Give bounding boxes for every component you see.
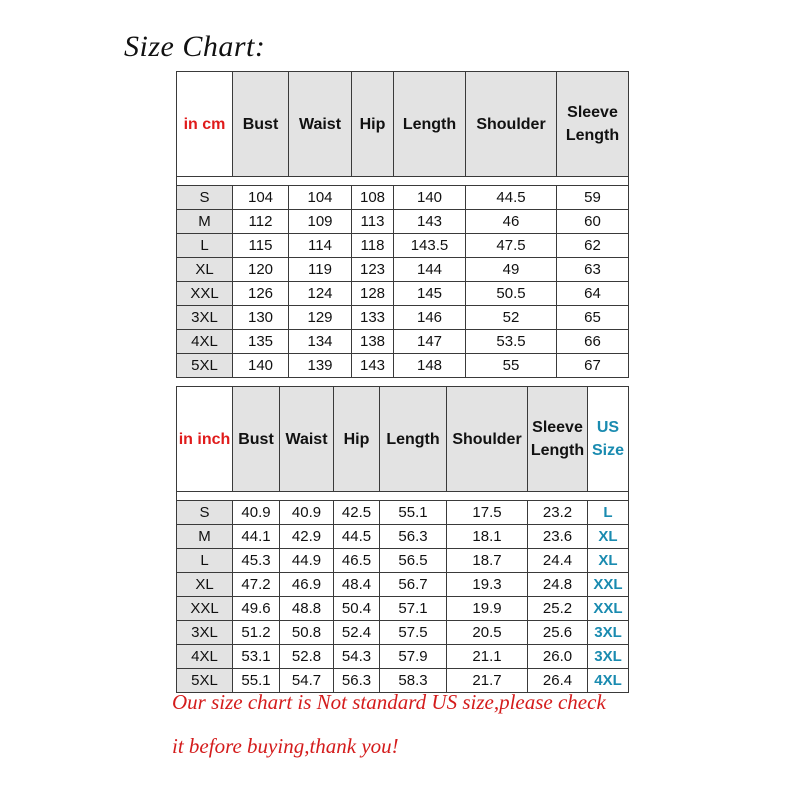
table-cell: 59	[557, 186, 629, 210]
size-label: S	[177, 501, 233, 525]
table-row	[177, 597, 629, 621]
table-cell: 25.2	[528, 597, 588, 621]
table-cell: 126	[233, 282, 289, 306]
cm-table-body	[177, 72, 629, 378]
table-cell: 104	[289, 186, 352, 210]
table-cell: 114	[289, 234, 352, 258]
table-cell: 45.3	[233, 549, 280, 573]
table-row	[177, 525, 629, 549]
table-cell: 51.2	[233, 621, 280, 645]
size-label: 3XL	[177, 621, 233, 645]
table-cell: 130	[233, 306, 289, 330]
table-cell: 143	[352, 354, 394, 378]
table-cell: 21.7	[447, 669, 528, 693]
table-cell: 124	[289, 282, 352, 306]
table-cell: 120	[233, 258, 289, 282]
table-cell: 54.3	[334, 645, 380, 669]
inch_table-header-row	[177, 387, 629, 492]
size-label: XL	[177, 258, 233, 282]
table-gap-cell	[177, 177, 629, 186]
table-cell: 64	[557, 282, 629, 306]
table-cell: 67	[557, 354, 629, 378]
table-gap	[177, 177, 629, 186]
size-label: 4XL	[177, 330, 233, 354]
table-cell: 25.6	[528, 621, 588, 645]
table-row	[177, 669, 629, 693]
table-cell: 17.5	[447, 501, 528, 525]
table-cell: 44.5	[334, 525, 380, 549]
table-cell: 48.4	[334, 573, 380, 597]
table-cell: 46.5	[334, 549, 380, 573]
table-cell: 133	[352, 306, 394, 330]
table-cell: 46.9	[280, 573, 334, 597]
table-cell: 20.5	[447, 621, 528, 645]
table-row	[177, 258, 629, 282]
table-cell: 115	[233, 234, 289, 258]
table-cell: 139	[289, 354, 352, 378]
table-cell: 56.7	[380, 573, 447, 597]
table-cell: 143	[394, 210, 466, 234]
table-cell: 53.5	[466, 330, 557, 354]
table-row	[177, 573, 629, 597]
table-cell: 104	[233, 186, 289, 210]
us-size-cell: 3XL	[588, 621, 629, 645]
table-cell: 112	[233, 210, 289, 234]
table-cell: 57.5	[380, 621, 447, 645]
table-cell: 56.3	[380, 525, 447, 549]
table-cell: 66	[557, 330, 629, 354]
table-cell: 56.5	[380, 549, 447, 573]
column-header: Sleeve Length	[528, 387, 588, 492]
table-cell: 148	[394, 354, 466, 378]
table-cell: 50.4	[334, 597, 380, 621]
table-cell: 52.8	[280, 645, 334, 669]
table-cell: 118	[352, 234, 394, 258]
inch-size-table	[176, 386, 629, 693]
table-cell: 48.8	[280, 597, 334, 621]
us-size-cell: XXL	[588, 573, 629, 597]
table-cell: 19.3	[447, 573, 528, 597]
table-cell: 57.1	[380, 597, 447, 621]
table-cell: 57.9	[380, 645, 447, 669]
table-cell: 23.6	[528, 525, 588, 549]
table-cell: 54.7	[280, 669, 334, 693]
table-cell: 24.4	[528, 549, 588, 573]
column-header: Shoulder	[447, 387, 528, 492]
table-cell: 23.2	[528, 501, 588, 525]
table-cell: 19.9	[447, 597, 528, 621]
unit-label: in inch	[177, 387, 233, 492]
column-header: Hip	[352, 72, 394, 177]
table-cell: 55.1	[380, 501, 447, 525]
inch-table-body	[177, 387, 629, 693]
table-cell: 113	[352, 210, 394, 234]
table-cell: 147	[394, 330, 466, 354]
table-row	[177, 282, 629, 306]
table-cell: 40.9	[233, 501, 280, 525]
us-size-cell: XL	[588, 549, 629, 573]
table-cell: 50.5	[466, 282, 557, 306]
table-cell: 49.6	[233, 597, 280, 621]
table-cell: 46	[466, 210, 557, 234]
size-label: M	[177, 525, 233, 549]
table-cell: 26.4	[528, 669, 588, 693]
column-header: Waist	[289, 72, 352, 177]
size-label: XXL	[177, 282, 233, 306]
us-size-cell: 3XL	[588, 645, 629, 669]
column-header: US Size	[588, 387, 629, 492]
table-gap	[177, 492, 629, 501]
table-cell: 42.5	[334, 501, 380, 525]
table-row	[177, 621, 629, 645]
column-header: Hip	[334, 387, 380, 492]
size-label: L	[177, 549, 233, 573]
table-cell: 144	[394, 258, 466, 282]
page-title: Size Chart:	[124, 30, 266, 63]
table-cell: 128	[352, 282, 394, 306]
table-cell: 134	[289, 330, 352, 354]
table-cell: 26.0	[528, 645, 588, 669]
us-size-cell: L	[588, 501, 629, 525]
table-cell: 52.4	[334, 621, 380, 645]
size-label: M	[177, 210, 233, 234]
table-cell: 18.1	[447, 525, 528, 549]
table-cell: 18.7	[447, 549, 528, 573]
table-cell: 119	[289, 258, 352, 282]
table-row	[177, 234, 629, 258]
table-cell: 47.2	[233, 573, 280, 597]
column-header: Length	[394, 72, 466, 177]
size-label: 5XL	[177, 354, 233, 378]
table-cell: 24.8	[528, 573, 588, 597]
column-header: Length	[380, 387, 447, 492]
table-cell: 56.3	[334, 669, 380, 693]
column-header: Shoulder	[466, 72, 557, 177]
table-row	[177, 354, 629, 378]
table-gap-cell	[177, 492, 629, 501]
table-cell: 145	[394, 282, 466, 306]
size-note-line-1: Our size chart is Not standard US size,please check	[172, 690, 606, 714]
table-cell: 123	[352, 258, 394, 282]
table-cell: 60	[557, 210, 629, 234]
table-cell: 129	[289, 306, 352, 330]
us-size-cell: XL	[588, 525, 629, 549]
table-cell: 108	[352, 186, 394, 210]
table-cell: 65	[557, 306, 629, 330]
table-row	[177, 210, 629, 234]
table-cell: 138	[352, 330, 394, 354]
table-cell: 44.5	[466, 186, 557, 210]
table-cell: 58.3	[380, 669, 447, 693]
table-cell: 146	[394, 306, 466, 330]
size-label: S	[177, 186, 233, 210]
table-cell: 135	[233, 330, 289, 354]
table-cell: 42.9	[280, 525, 334, 549]
table-cell: 49	[466, 258, 557, 282]
us-size-cell: 4XL	[588, 669, 629, 693]
table-cell: 47.5	[466, 234, 557, 258]
size-label: 5XL	[177, 669, 233, 693]
table-cell: 55	[466, 354, 557, 378]
size-label: L	[177, 234, 233, 258]
table-row	[177, 549, 629, 573]
table-row	[177, 306, 629, 330]
table-cell: 40.9	[280, 501, 334, 525]
table-cell: 62	[557, 234, 629, 258]
table-cell: 50.8	[280, 621, 334, 645]
size-label: XL	[177, 573, 233, 597]
table-cell: 63	[557, 258, 629, 282]
table-row	[177, 186, 629, 210]
table-cell: 143.5	[394, 234, 466, 258]
table-cell: 44.1	[233, 525, 280, 549]
table-cell: 140	[233, 354, 289, 378]
size-label: 3XL	[177, 306, 233, 330]
table-cell: 140	[394, 186, 466, 210]
unit-label: in cm	[177, 72, 233, 177]
us-size-cell: XXL	[588, 597, 629, 621]
column-header: Sleeve Length	[557, 72, 629, 177]
column-header: Waist	[280, 387, 334, 492]
cm_table-header-row	[177, 72, 629, 177]
table-cell: 52	[466, 306, 557, 330]
table-cell: 109	[289, 210, 352, 234]
table-row	[177, 501, 629, 525]
table-row	[177, 330, 629, 354]
table-row	[177, 645, 629, 669]
table-cell: 53.1	[233, 645, 280, 669]
column-header: Bust	[233, 387, 280, 492]
size-note-line-2: it before buying,thank you!	[172, 734, 399, 758]
size-label: 4XL	[177, 645, 233, 669]
table-cell: 44.9	[280, 549, 334, 573]
table-cell: 21.1	[447, 645, 528, 669]
size-label: XXL	[177, 597, 233, 621]
table-cell: 55.1	[233, 669, 280, 693]
column-header: Bust	[233, 72, 289, 177]
cm-size-table	[176, 71, 629, 378]
